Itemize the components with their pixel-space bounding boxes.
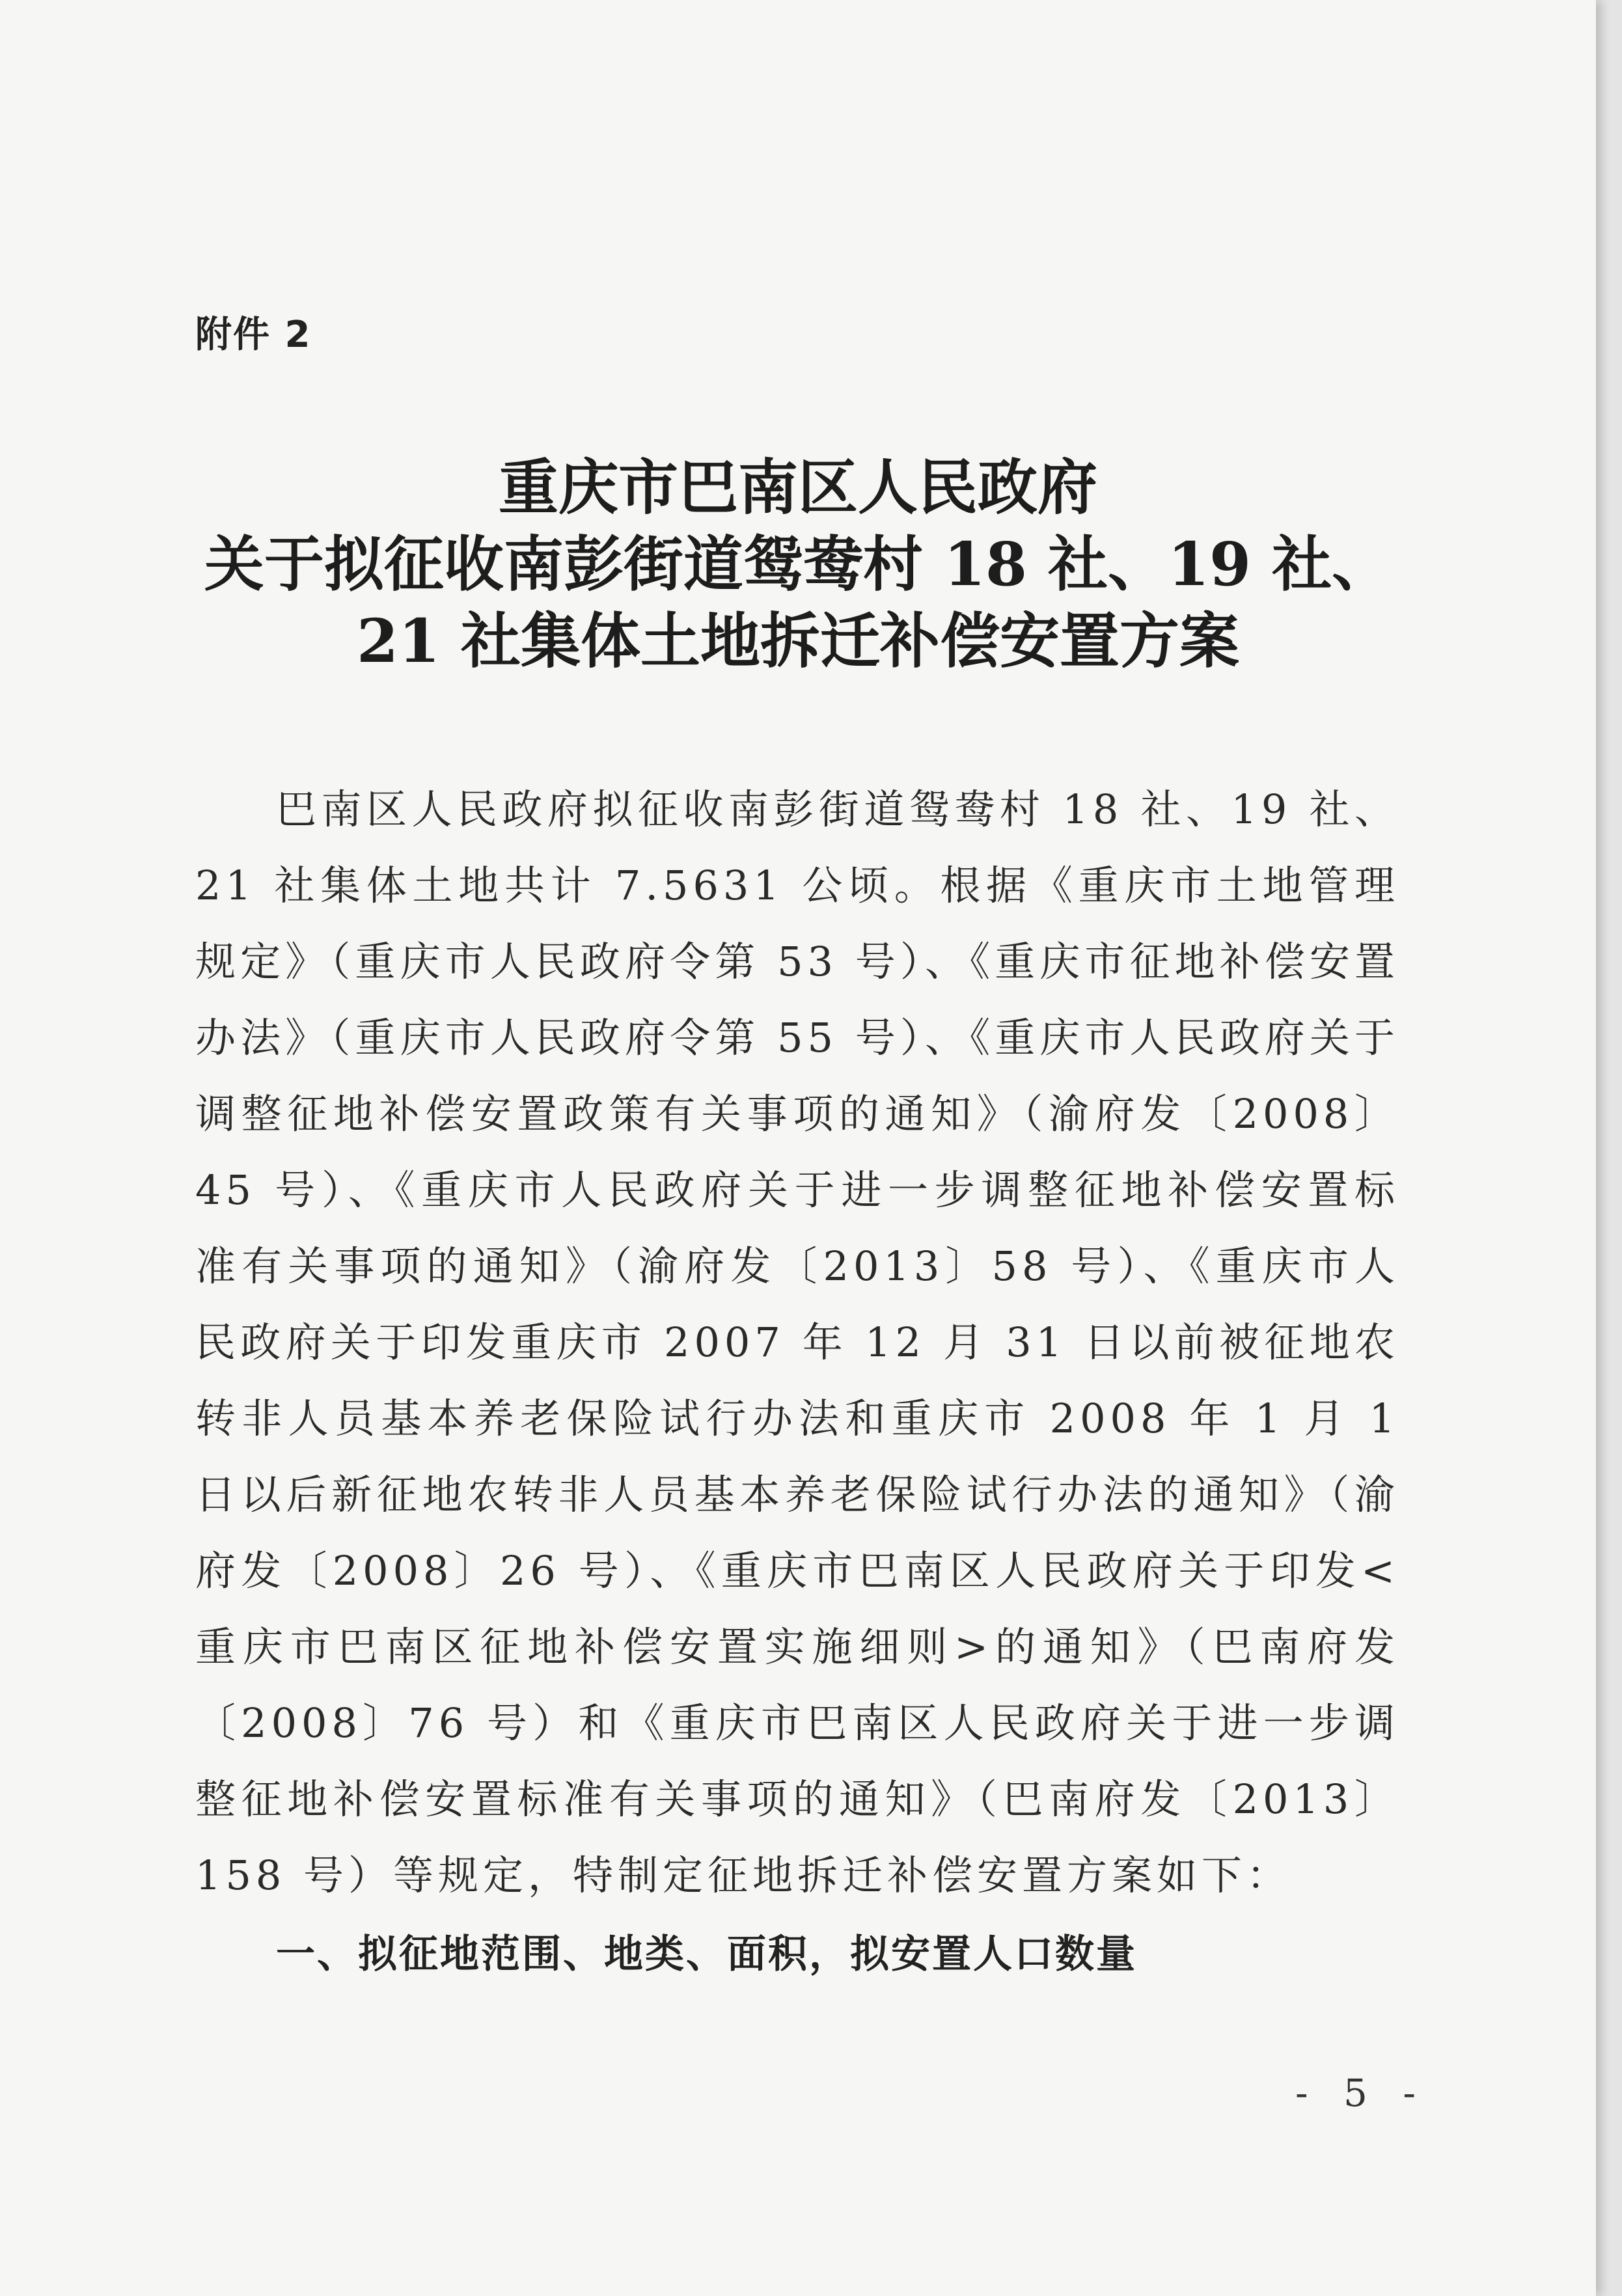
- body-paragraph: 巴南区人民政府拟征收南彭街道鸳鸯村 18 社、19 社、21 社集体土地共计 7.5631 公顷。根据《重庆市土地管理规定》（重庆市人民政府令第 53 号）、《重庆市征地补偿安置办法》（重庆市人民政府令第 55 号）、《重庆市人民政府关于调整征地补偿安置政策有关事项的通知》（渝府发〔2008〕45 号）、《重庆市人民政府关于进一步调整征地补偿安置标准有关事项的通知》（渝府发〔2013〕58 号）、《重庆市人民政府关于印发重庆市 2007 年 12 月 31 日以前被征地农转非人员基本养老保险试行办法和重庆市 2008 年 1 月 1 日以后新征地农转非人员基本养老保险试行办法的通知》（渝府发〔2008〕26 号）、《重庆市巴南区人民政府关于印发<重庆市巴南区征地补偿安置实施细则>的通知》（巴南府发〔2008〕76 号）和《重庆市巴南区人民政府关于进一步调整征地补偿安置标准有关事项的通知》（巴南府发〔2013〕158 号）等规定，特制定征地拆迁补偿安置方案如下：: [195, 786, 1399, 1899]
- title-line-1: 重庆市巴南区人民政府: [498, 452, 1097, 523]
- title-line-3: 21 社集体土地拆迁补偿安置方案: [356, 606, 1240, 676]
- attachment-label: 附件 2: [195, 314, 312, 356]
- section-heading: 一、拟征地范围、地类、面积，拟安置人口数量: [276, 1932, 1137, 1977]
- page-number: - 5 -: [1295, 2071, 1427, 2115]
- title-line-2: 关于拟征收南彭街道鸳鸯村 18 社、19 社、: [204, 529, 1392, 599]
- document-title: [0, 449, 1596, 679]
